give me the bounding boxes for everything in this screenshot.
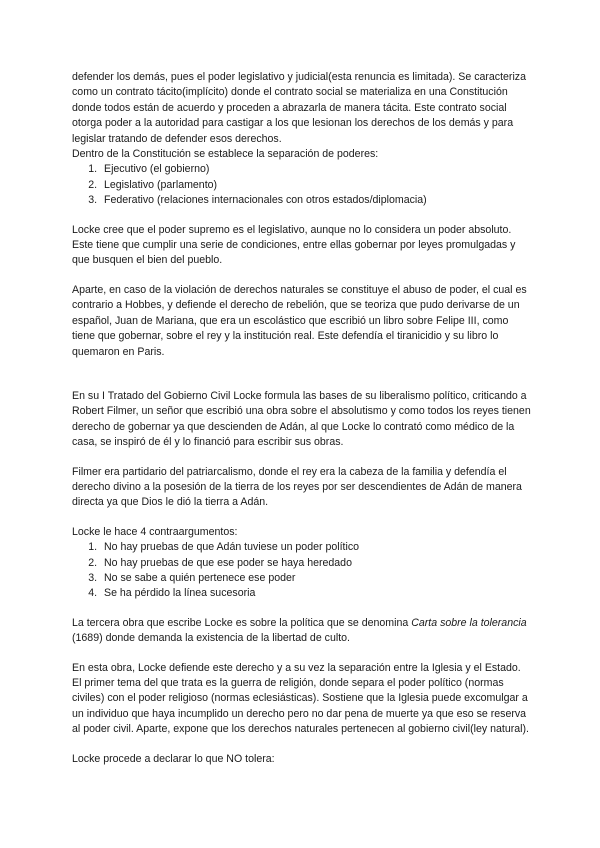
list-item: 2. Legislativo (parlamento) <box>100 178 532 193</box>
text-span: La tercera obra que escribe Locke es sobre la política que se denomina <box>72 616 412 629</box>
document-page <box>72 70 532 767</box>
powers-list <box>72 162 532 208</box>
paragraph-right-of-rebellion: Aparte, en caso de la violación de derechos naturales se constituye el abuso de poder, el cual es contrario a Hobbes, y defiende el derecho de rebelión, que se teoriza que pudo derivarse de un español, Juan de Mariana, que era un escolástico que escribió un libro sobre Felipe III, como tiene que gobernar, sobre el rey y la institución real. Este defendía el tiranicidio y su libro lo quemaron en Paris. <box>72 283 527 358</box>
paragraph-filmer: Filmer era partidario del patriarcalismo, donde el rey era la cabeza de la familia y defendía el derecho divino a la posesión de la tierra de los reyes por ser descendientes de Adán de manera directa ya que Dios le dió la tierra a Adán. <box>72 465 522 509</box>
paragraph-social-contract: defender los demás, pues el poder legislativo y judicial(esta renuncia es limitada). Se caracteriza como un contrato tácito(implícito) donde el contrato social se materializa en una Constitución donde todos están de acuerdo y proceden a abrazarla de manera tácita. Este contrato social otorga poder a la autoridad para castigar a los que lesionan los derechos de los demás y para legislar tratando de defender esos derechos. <box>72 71 527 145</box>
list-item: 1. No hay pruebas de que Adán tuviese un poder político <box>100 540 532 555</box>
counterarguments-list <box>72 540 532 602</box>
paragraph-counterarguments: Locke le hace 4 contraargumentos: <box>72 525 238 538</box>
book-title: Carta sobre la tolerancia <box>411 616 527 629</box>
paragraph-legislative-power: Locke cree que el poder supremo es el legislativo, aunque no lo considera un poder absoluto. Este tiene que cumplir una serie de condiciones, entre ellas gobernar por leyes promulgadas y que busquen el bien del pueblo. <box>72 223 516 267</box>
paragraph-tolerance-letter <box>72 616 532 647</box>
list-item: 3. Federativo (relaciones internacionales con otros estados/diplomacia) <box>100 193 532 208</box>
paragraph-separation-of-powers: Dentro de la Constitución se establece la separación de poderes: <box>72 148 379 161</box>
paragraph-not-tolerated: Locke procede a declarar lo que NO tolera: <box>72 752 275 765</box>
paragraph-church-and-state: En esta obra, Locke defiende este derecho y a su vez la separación entre la Iglesia y el Estado. El primer tema del que trata es la guerra de religión, donde separa el poder político (normas civiles) con el poder religioso (normas eclesiásticas). Sostiene que la Iglesia puede excomulgar a un individuo que haya incumplido un derecho pero no dar pena de muerte ya que eso se reserva al poder civil. Aparte, expone que los derechos naturales pertenecen al gobierno civil(ley natural). <box>72 661 529 736</box>
text-span: (1689) donde demanda la existencia de la libertad de culto. <box>72 632 350 645</box>
list-item: 1. Ejecutivo (el gobierno) <box>100 162 532 177</box>
paragraph-first-treatise: En su I Tratado del Gobierno Civil Locke formula las bases de su liberalismo político, criticando a Robert Filmer, un señor que escribió una obra sobre el absolutismo y como todos los reyes tienen derecho de gobernar ya que descienden de Adán, al que Locke lo contrató como médico de la casa, se inspiró de él y lo financió para escribir sus obras. <box>72 389 531 449</box>
list-item: 2. No hay pruebas de que ese poder se haya heredado <box>100 556 532 571</box>
list-item: 3. No se sabe a quién pertenece ese poder <box>100 571 532 586</box>
list-item: 4. Se ha pérdido la línea sucesoria <box>100 586 532 601</box>
